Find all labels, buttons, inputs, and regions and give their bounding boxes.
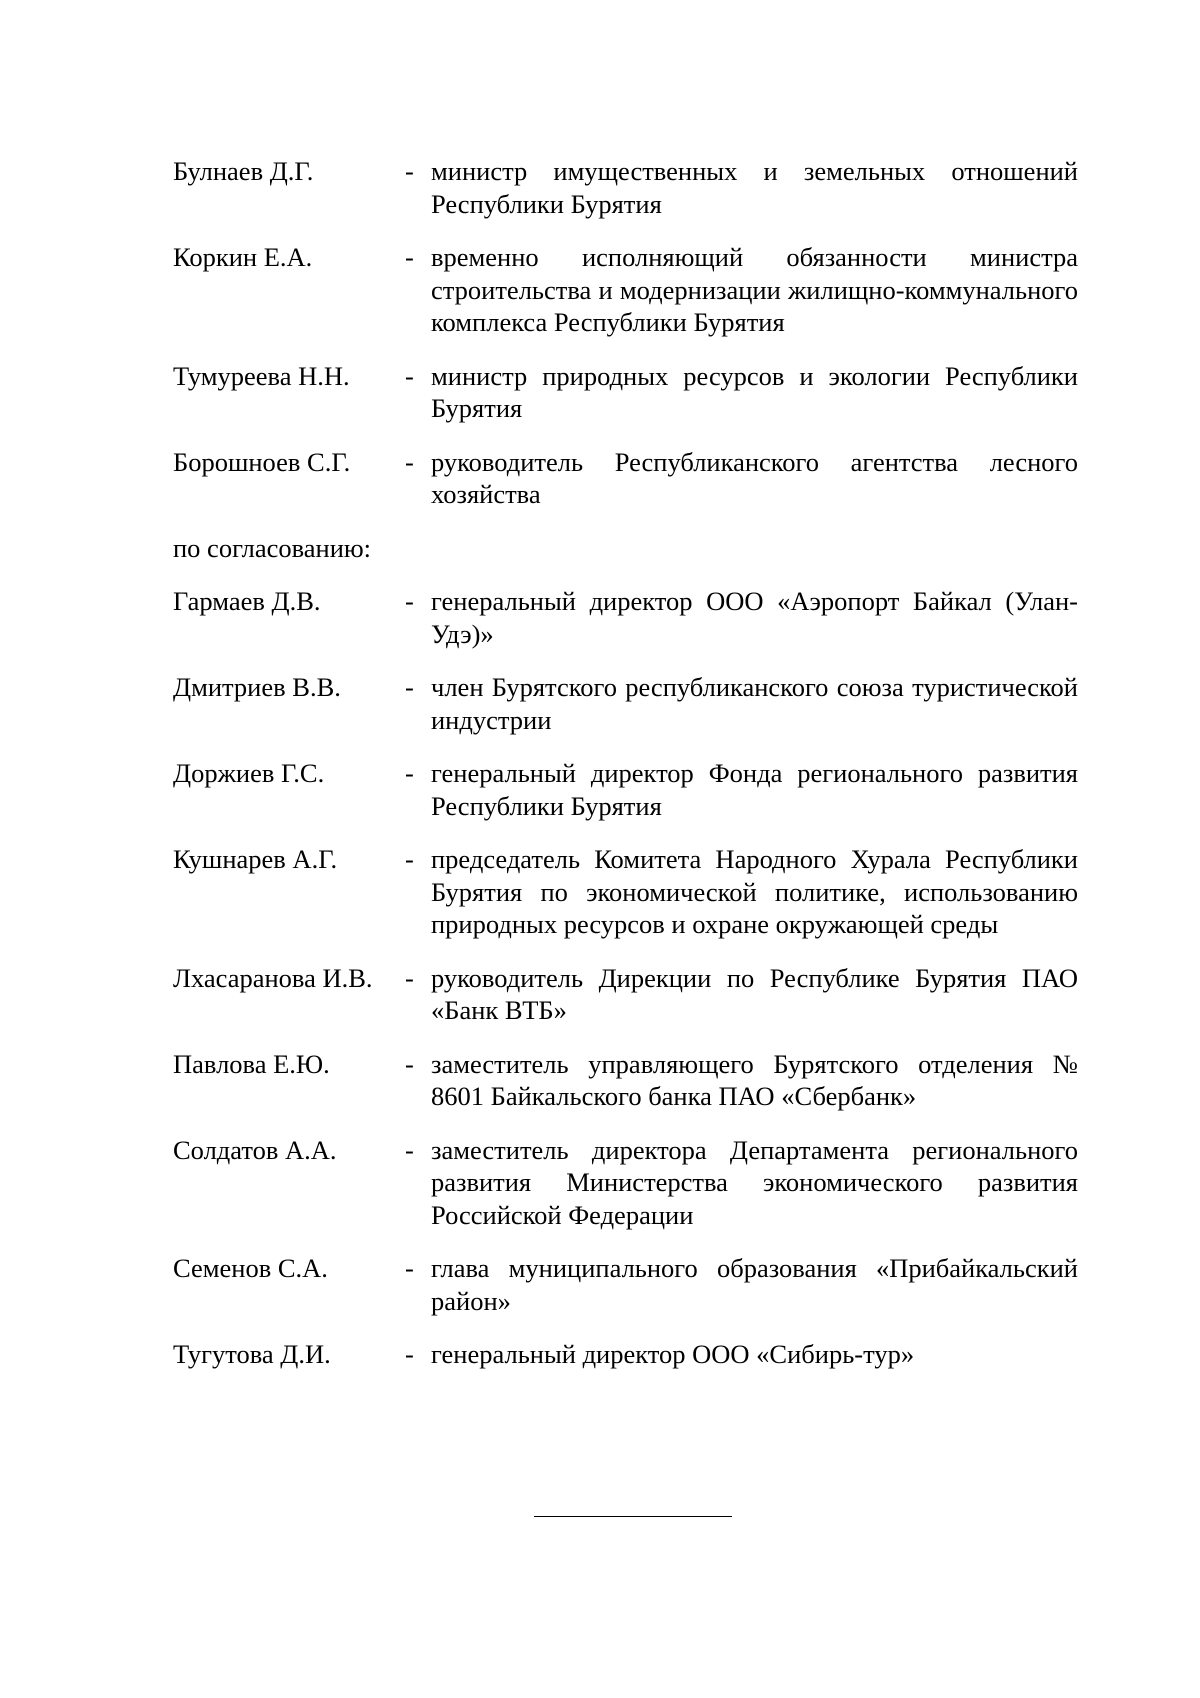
member-role: заместитель управляющего Бурятского отделения № 8601 Байкальского банка ПАО «Сбербанк» bbox=[431, 1048, 1078, 1111]
member-role: генеральный директор ООО «Сибирь-тур» bbox=[431, 1339, 915, 1369]
document-body bbox=[173, 155, 1078, 1392]
member-name: Павлова Е.Ю. bbox=[173, 1048, 330, 1079]
member-role: заместитель директора Департамента регионального развития Министерства экономического развития Российской Федерации bbox=[431, 1134, 1078, 1230]
separator-dash: - bbox=[405, 844, 414, 874]
separator-dash: - bbox=[405, 1339, 414, 1369]
agreed-member-entry bbox=[173, 1048, 1078, 1113]
separator-dash: - bbox=[405, 758, 414, 788]
separator-dash: - bbox=[405, 962, 414, 993]
agreed-member-entry bbox=[173, 1134, 1078, 1232]
separator-dash: - bbox=[405, 446, 414, 477]
member-role: руководитель Дирекции по Республике Бурятия ПАО «Банк ВТБ» bbox=[431, 962, 1078, 1025]
section-label: по согласованию: bbox=[173, 532, 372, 563]
separator-dash: - bbox=[405, 586, 414, 616]
member-role: генеральный директор ООО «Аэропорт Байкал (Улан-Удэ)» bbox=[431, 586, 1078, 649]
member-name: Гармаев Д.В. bbox=[173, 586, 321, 616]
agreed-member-entry bbox=[173, 585, 1078, 650]
member-name: Тумуреева Н.Н. bbox=[173, 360, 350, 391]
member-name: Булнаев Д.Г. bbox=[173, 156, 314, 186]
member-role: член Бурятского республиканского союза туристической индустрии bbox=[431, 672, 1078, 735]
separator-dash: - bbox=[405, 242, 414, 272]
agreed-member-entry bbox=[173, 843, 1078, 941]
member-name: Тугутова Д.И. bbox=[173, 1339, 331, 1369]
separator-dash: - bbox=[405, 360, 414, 391]
member-role: министр имущественных и земельных отношений Республики Бурятия bbox=[431, 156, 1078, 219]
member-role: руководитель Республиканского агентства лесного хозяйства bbox=[431, 446, 1078, 509]
agreed-member-entry bbox=[173, 757, 1078, 822]
member-name: Лхасаранова И.В. bbox=[173, 962, 373, 993]
document-end-rule bbox=[534, 1516, 732, 1517]
member-name: Кушнарев А.Г. bbox=[173, 844, 338, 874]
separator-dash: - bbox=[405, 1253, 414, 1283]
member-name: Дмитриев В.В. bbox=[173, 672, 341, 702]
separator-dash: - bbox=[405, 672, 414, 702]
member-name: Солдатов А.А. bbox=[173, 1134, 337, 1165]
member-entry bbox=[173, 360, 1078, 425]
agreed-member-entry bbox=[173, 1252, 1078, 1317]
member-name: Семенов С.А. bbox=[173, 1253, 328, 1283]
agreed-member-entry bbox=[173, 962, 1078, 1027]
member-role: министр природных ресурсов и экологии Республики Бурятия bbox=[431, 360, 1078, 423]
separator-dash: - bbox=[405, 156, 414, 186]
member-role: глава муниципального образования «Прибайкальский район» bbox=[431, 1253, 1078, 1316]
member-entry bbox=[173, 446, 1078, 511]
separator-dash: - bbox=[405, 1134, 414, 1165]
member-entry bbox=[173, 155, 1078, 220]
agreed-member-entry bbox=[173, 1338, 1078, 1371]
member-name: Борошноев С.Г. bbox=[173, 446, 351, 477]
separator-dash: - bbox=[405, 1048, 414, 1079]
member-role: генеральный директор Фонда регионального развития Республики Бурятия bbox=[431, 758, 1078, 821]
agreed-member-entry bbox=[173, 671, 1078, 736]
member-role: временно исполняющий обязанности министра строительства и модернизации жилищно-коммунального комплекса Республики Бурятия bbox=[431, 242, 1078, 337]
member-role: председатель Комитета Народного Хурала Республики Бурятия по экономической политике, использованию природных ресурсов и охране окружающей среды bbox=[431, 844, 1078, 939]
member-entry bbox=[173, 241, 1078, 339]
member-name: Коркин Е.А. bbox=[173, 242, 313, 272]
member-name: Доржиев Г.С. bbox=[173, 758, 325, 788]
